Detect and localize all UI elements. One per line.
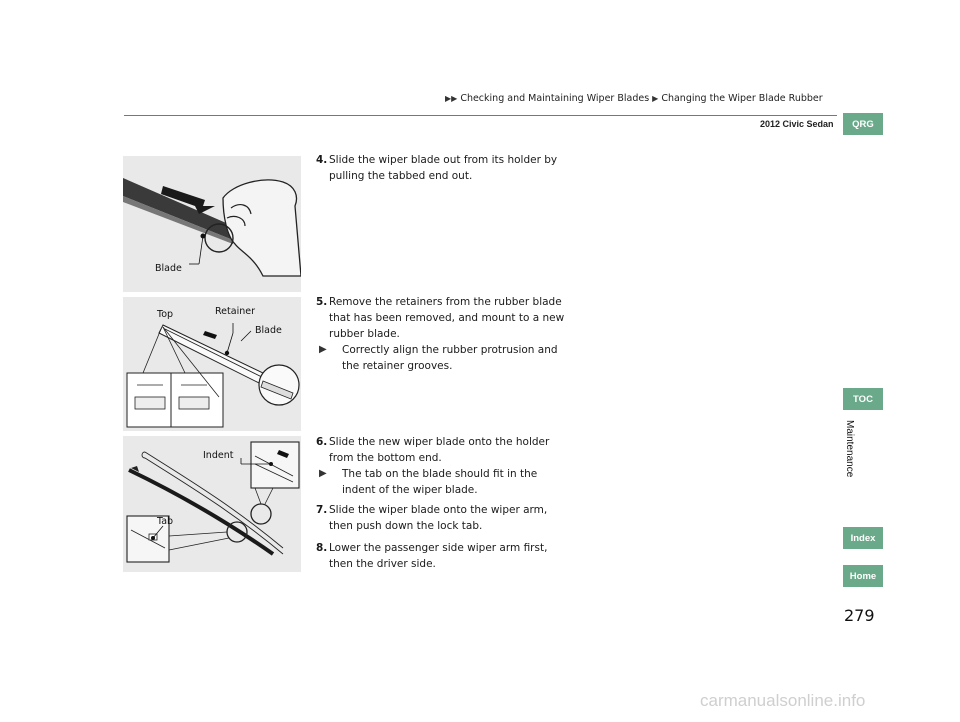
index-tab[interactable]: Index	[843, 527, 883, 549]
blade-label: Blade	[255, 325, 282, 336]
arrow-right-icon: ▶	[319, 344, 327, 355]
model-name: 2012 Civic Sedan	[760, 119, 834, 129]
step-8: 8. Lower the passenger side wiper arm first, then the driver side.	[316, 542, 548, 570]
indent-label: Indent	[203, 450, 234, 461]
figure-install-blade	[123, 436, 301, 572]
step-5: 5. Remove the retainers from the rubber blade that has been removed, and mount to a new rubber blade. ▶ Correctly align the rubber protrusion and the retainer grooves.	[316, 296, 565, 372]
section-label: Maintenance	[844, 420, 855, 478]
arrow-right-icon: ▶	[319, 468, 327, 479]
retainer-label: Retainer	[215, 306, 255, 317]
breadcrumb	[445, 93, 823, 104]
figure-retainers	[123, 297, 301, 431]
breadcrumb-current: Changing the Wiper Blade Rubber	[661, 93, 823, 104]
blade-label: Blade	[155, 263, 182, 274]
tab-label: Tab	[157, 516, 174, 527]
figure-remove-blade	[123, 156, 301, 292]
step-6: 6. Slide the new wiper blade onto the holder from the bottom end. ▶ The tab on the blade should fit in the indent of the wiper blade.	[316, 434, 566, 498]
toc-tab[interactable]: TOC	[843, 388, 883, 410]
breadcrumb-link-wiper-blades[interactable]: Checking and Maintaining Wiper Blades	[460, 93, 650, 104]
chevron-right-icon: ▶▶	[445, 94, 458, 103]
step-4: 4. Slide the wiper blade out from its holder by pulling the tabbed end out.	[316, 154, 558, 182]
watermark: carmanualsonline.info	[700, 691, 866, 710]
step-6-note: ▶ The tab on the blade should fit in the indent of the wiper blade.	[319, 468, 538, 496]
page-number: 279	[844, 606, 875, 625]
home-tab[interactable]: Home	[843, 565, 883, 587]
chevron-right-icon: ▶	[652, 94, 659, 103]
top-label: Top	[157, 309, 174, 320]
header-rule	[124, 115, 837, 116]
step-5-note: ▶ Correctly align the rubber protrusion and the retainer grooves.	[319, 344, 558, 372]
step-7: 7. Slide the wiper blade onto the wiper arm, then push down the lock tab.	[316, 504, 548, 532]
qrg-tab[interactable]: QRG	[843, 113, 883, 135]
